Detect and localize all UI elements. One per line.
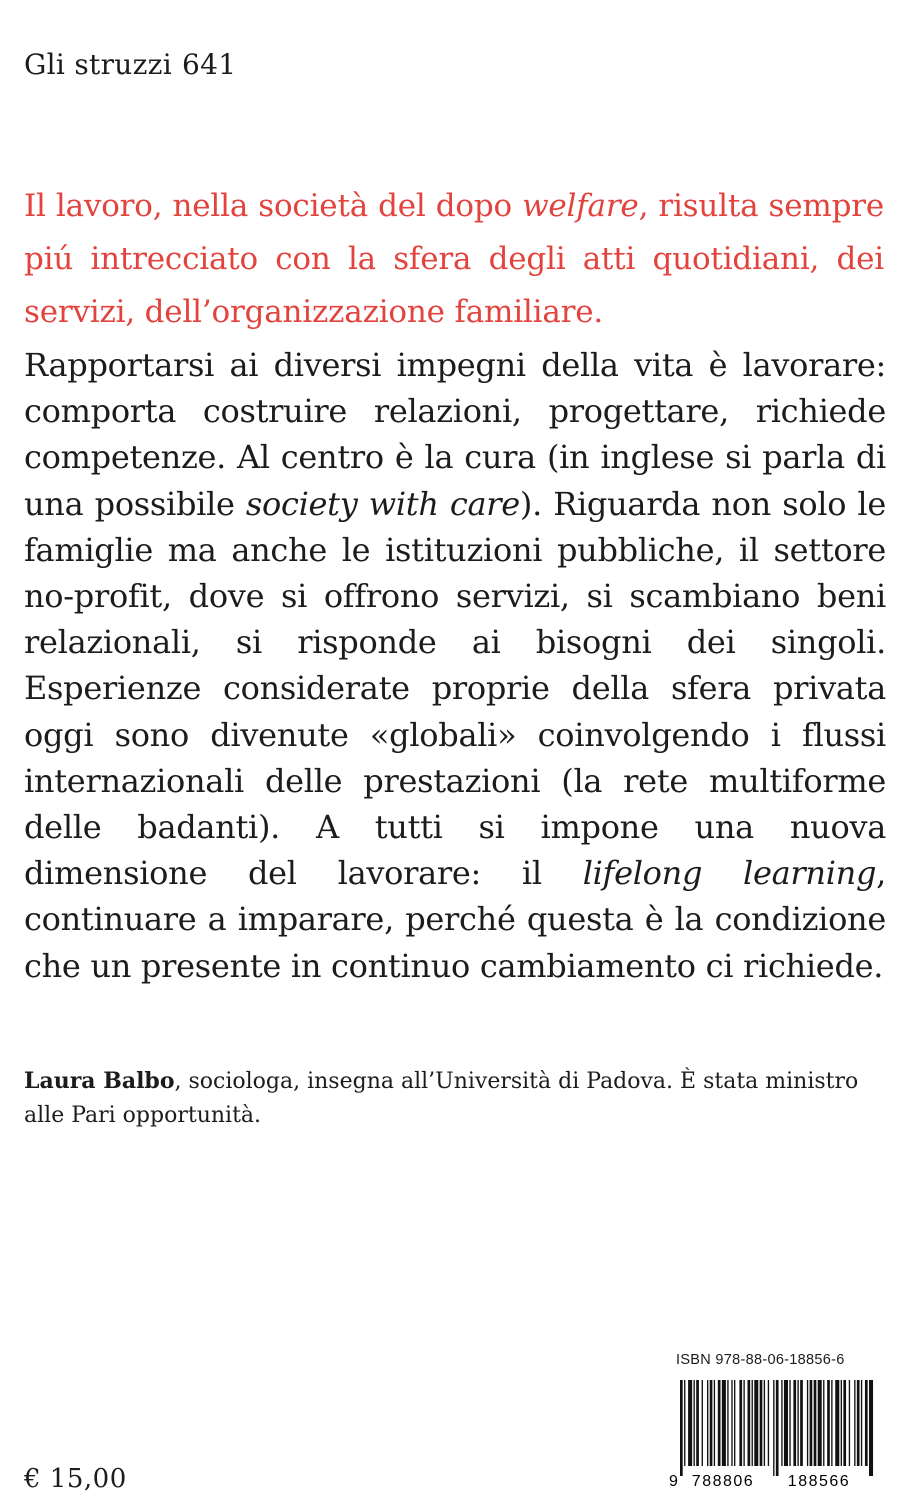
barcode-bar [827,1380,830,1466]
barcode-bar [768,1380,769,1466]
barcode-bar [764,1380,765,1466]
barcode-bar [696,1380,699,1466]
lead-paragraph [24,180,884,339]
barcode-bar [748,1380,751,1466]
barcode-bar [814,1380,817,1466]
barcode-bar [784,1380,788,1466]
body-text-2: ). Riguarda non solo le famiglie ma anche le istituzioni pubbliche, il settore no-profit, dove si offrono servizi, si scambiano beni relazionali, si risponde ai bisogni dei singoli. Esperienze considerate proprie della sfera privata oggi sono divenute «globali» coinvolgendo i flussi internazionali delle prestazioni (la rete multiforme delle badanti). A tutti si impone una nuova dimensione del lavorare: il [24,484,886,893]
barcode-bar [727,1380,728,1466]
barcode-bar [843,1380,846,1466]
barcode-bar [865,1380,868,1466]
barcode-bar [849,1380,850,1466]
barcode-bar [854,1380,855,1466]
barcode-bar [752,1380,753,1466]
author-bio-text: , sociologa, insegna all’Università di Padova. È stata ministro alle Pari opportunità. [24,1069,859,1128]
lead-italic-welfare: welfare [522,188,639,224]
barcode-bar [680,1380,683,1476]
barcode-bar [688,1380,692,1466]
barcode-bar [857,1380,860,1466]
series-number: 641 [181,48,237,81]
barcode-bar [789,1380,790,1466]
isbn-label: ISBN 978-88-06-18856-6 [676,1352,845,1368]
barcode-bar [714,1380,715,1466]
barcode-bar [818,1380,822,1466]
barcode-bar [707,1380,708,1466]
barcode-bar [861,1380,862,1466]
barcode-bar [797,1380,798,1466]
price: € 15,00 [24,1464,127,1494]
barcode-bar [773,1380,774,1476]
barcode-bar [731,1380,732,1466]
barcode-digits-right: 188566 [787,1473,851,1490]
barcode-bar [694,1380,695,1466]
barcode-bar [739,1380,742,1466]
barcode-bar [702,1380,703,1466]
barcode-bar [835,1380,839,1466]
barcode-bar [807,1380,808,1466]
isbn-barcode-block [668,1352,878,1492]
barcode-bar [781,1380,782,1466]
barcode-digit-first: 9 [669,1473,678,1490]
barcode-bar [743,1380,744,1466]
barcode-bar [776,1380,779,1476]
lead-text-2: , risulta sempre piú intrecciato con la sfera degli atti quotidiani, dei servizi, dell’organizzazione familiare. [24,188,884,330]
body-italic-lifelong-learning: lifelong learning [582,854,877,893]
body-text-3: , continuare a imparare, perché questa è la condizione che un presente in continuo cambiamento ci richiede. [24,854,886,985]
barcode-bar [831,1380,832,1466]
description-paragraph [24,342,886,989]
author-name: Laura Balbo [24,1068,175,1094]
series-name: Gli struzzi [24,48,172,81]
lead-text-1: Il lavoro, nella società del dopo [24,188,523,224]
barcode-bar [722,1380,726,1466]
barcode-bar [760,1380,763,1466]
barcode-bar [823,1380,824,1466]
author-bio [24,1064,886,1133]
barcode-bar [841,1380,842,1466]
barcode-bar [793,1380,796,1466]
barcode-bar [734,1380,735,1466]
body-italic-society-with-care: society with care [245,484,520,523]
barcode-digits-left: 788806 [691,1473,755,1490]
barcode-bars [680,1380,873,1476]
barcode-bar [800,1380,803,1466]
barcode-bar [718,1380,721,1466]
body-text-1: Rapportarsi ai diversi impegni della vita è lavorare: comporta costruire relazioni, progettare, richiede competenze. Al centro è la cura (in inglese si parla di una possibile [24,346,886,523]
barcode-bar [684,1380,685,1466]
barcode [668,1380,878,1492]
barcode-bar [810,1380,813,1466]
series-line [24,48,236,81]
barcode-bar [869,1380,873,1476]
barcode-bar [754,1380,758,1466]
barcode-bar [710,1380,713,1466]
